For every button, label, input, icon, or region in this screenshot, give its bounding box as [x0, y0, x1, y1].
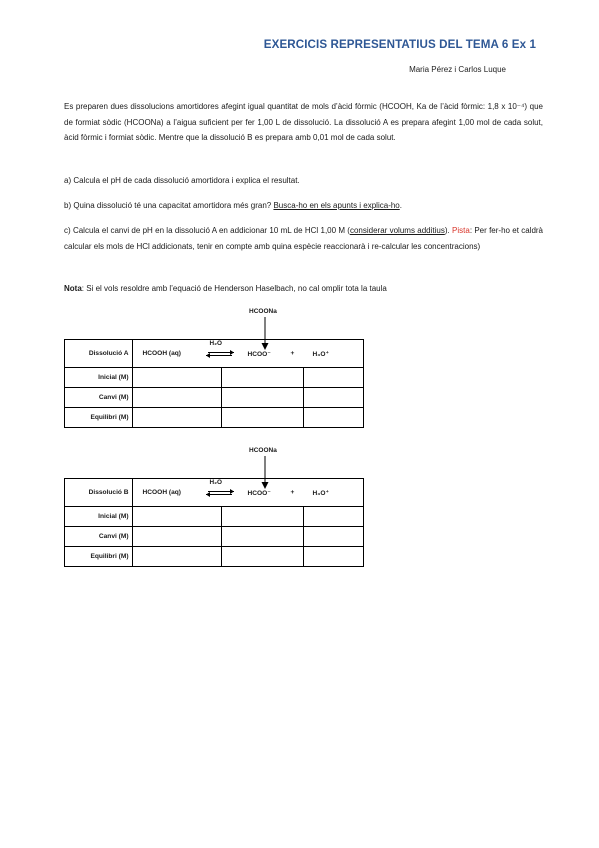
question-b-end: . — [399, 201, 402, 210]
table-row — [65, 547, 364, 567]
note-text: : Si el vols resoldre amb l’equació de Henderson Haselbach, no cal omplir tota la taula — [81, 284, 387, 293]
row-label: Equilibri (M) — [65, 547, 133, 567]
plus-sign: + — [290, 489, 295, 496]
reaction-header — [132, 340, 363, 368]
added-species-label: HCOONa — [249, 447, 277, 454]
table-row — [65, 388, 364, 408]
cell — [222, 408, 304, 428]
row-label: Canvi (M) — [65, 388, 133, 408]
cell — [303, 368, 363, 388]
equilibrium-arrows-icon — [205, 350, 235, 358]
note-label: Nota — [64, 284, 82, 293]
authors: Maria Pérez i Carlos Luque — [409, 65, 506, 74]
species-acid: HCOOH (aq) — [142, 350, 181, 357]
question-a: a) Calcula el pH de cada dissolució amortidora i explica el resultat. — [64, 176, 300, 185]
question-c-underlined: considerar volums additius — [349, 226, 445, 235]
cell — [303, 527, 363, 547]
question-b-underlined: Busca-ho en els apunts i explica-ho — [273, 201, 400, 210]
cell — [132, 408, 222, 428]
question-c — [64, 223, 543, 254]
table-row — [65, 527, 364, 547]
cell — [303, 408, 363, 428]
note — [64, 281, 543, 297]
cell — [222, 388, 304, 408]
question-b-text: b) Quina dissolució té una capacitat amortidora més gran? — [64, 201, 274, 210]
cell — [222, 527, 304, 547]
cell — [222, 368, 304, 388]
ice-table-a-grid — [64, 339, 364, 428]
question-c-mid: ). — [444, 226, 453, 235]
table-row — [65, 507, 364, 527]
solvent-label: H₂O — [209, 340, 222, 347]
equilibrium-arrows-icon — [205, 489, 235, 497]
cell — [132, 507, 222, 527]
table-row — [65, 408, 364, 428]
reaction-header — [132, 479, 363, 507]
cell — [132, 368, 222, 388]
row-label: Inicial (M) — [65, 368, 133, 388]
plus-sign: + — [290, 350, 295, 357]
row-label: Canvi (M) — [65, 527, 133, 547]
cell — [132, 547, 222, 567]
cell — [303, 388, 363, 408]
cell — [132, 388, 222, 408]
cell — [303, 507, 363, 527]
species-acid: HCOOH (aq) — [142, 489, 181, 496]
row-label: Equilibri (M) — [65, 408, 133, 428]
species-anion: HCOO⁻ — [247, 351, 271, 358]
table-row — [65, 368, 364, 388]
added-species-label: HCOONa — [249, 308, 277, 315]
species-hydronium: H₃O⁺ — [312, 351, 329, 358]
question-c-text: c) Calcula el canvi de pH en la dissolució A en addicionar 10 mL de HCl 1,00 M ( — [64, 226, 350, 235]
page-title: EXERCICIS REPRESENTATIUS DEL TEMA 6 Ex 1 — [263, 38, 536, 51]
ice-table-a — [64, 308, 364, 433]
cell — [222, 507, 304, 527]
cell — [303, 547, 363, 567]
row-label: Inicial (M) — [65, 507, 133, 527]
species-hydronium: H₃O⁺ — [312, 490, 329, 497]
ice-table-b-grid — [64, 478, 364, 567]
ice-table-b — [64, 447, 364, 572]
solvent-label: H₂O — [209, 479, 222, 486]
cell — [222, 547, 304, 567]
question-c-hint: Pista — [452, 226, 470, 235]
table-label: Dissolució A — [65, 340, 133, 368]
cell — [132, 527, 222, 547]
table-label: Dissolució B — [65, 479, 133, 507]
intro-paragraph: Es preparen dues dissolucions amortidores afegint igual quantitat de mols d’àcid fòrmic (HCOOH, Ka de l’àcid fòrmic: 1,8 x 10⁻⁴) que de formiat sòdic (HCOONa) a l’aigua suficient per fer 1,00 L de dissolució. La dissolució A es prepara afegint 1,00 mol de cada solut, àcid fòrmic i formiat sòdic. Mentre que la dissolució B es prepara amb 0,01 mol de cada solut. — [64, 102, 543, 143]
species-anion: HCOO⁻ — [247, 490, 271, 497]
question-b — [64, 198, 543, 214]
question-c-rest: : Per fer-ho et caldrà calcular els mols de HCl addicionats, tenir en compte amb quina espècie reaccionarà i re-calcular les concentracions) — [64, 226, 544, 251]
